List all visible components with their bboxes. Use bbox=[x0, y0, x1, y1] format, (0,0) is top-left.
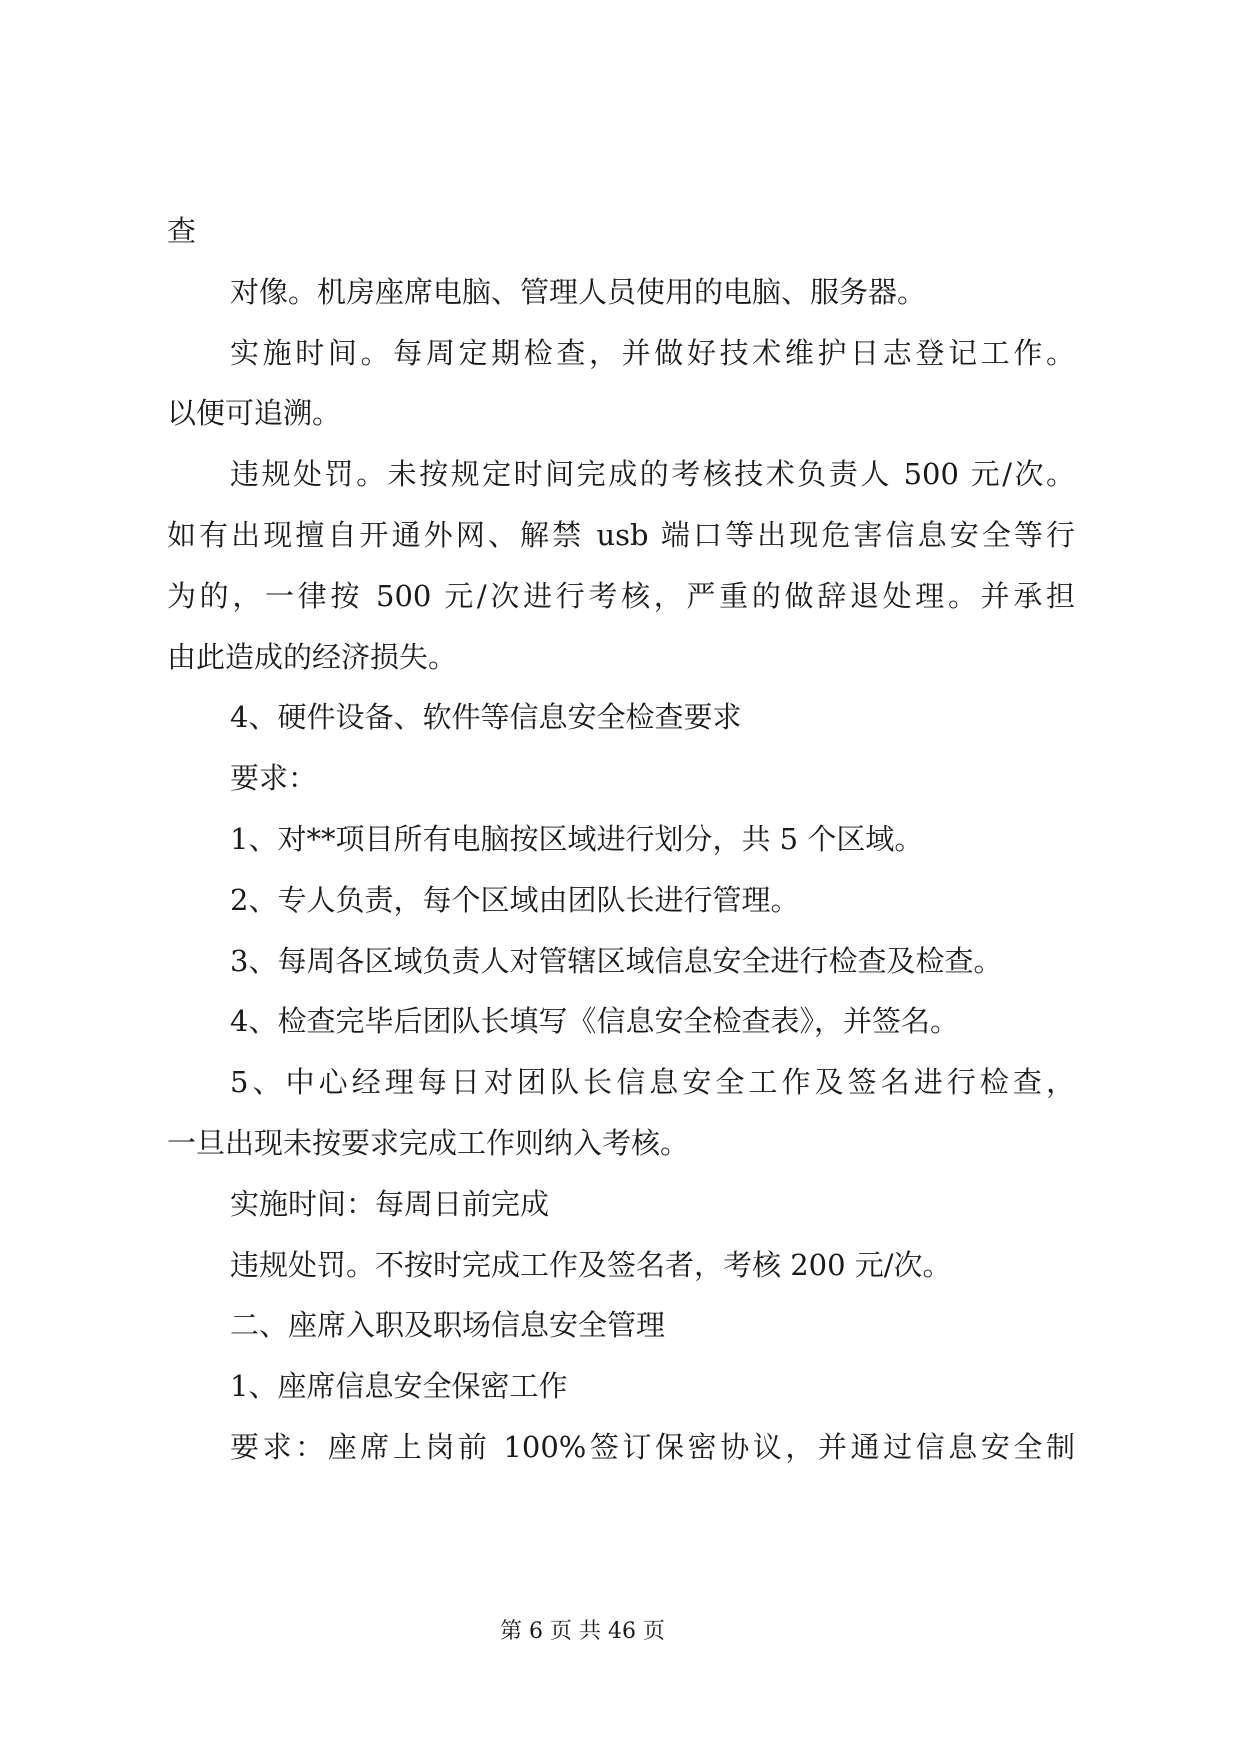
text-line: 实施时间。每周定期检查，并做好技术维护日志登记工作。 bbox=[230, 335, 1075, 370]
list-item: 1、对**项目所有电脑按区域进行划分，共 5 个区域。 bbox=[230, 821, 924, 856]
text-line: 以便可追溯。 bbox=[167, 396, 342, 431]
section-heading: 4、硬件设备、软件等信息安全检查要求 bbox=[230, 700, 742, 735]
text-line: 由此造成的经济损失。 bbox=[167, 639, 458, 674]
list-item: 4、检查完毕后团队长填写《信息安全检查表》，并签名。 bbox=[230, 1004, 959, 1039]
text-line: 查 bbox=[167, 214, 197, 248]
text-line: 违规处罚。不按时完成工作及签名者，考核 200 元/次。 bbox=[230, 1247, 952, 1282]
list-item: 3、每周各区域负责人对管辖区域信息安全进行检查及检查。 bbox=[230, 943, 1003, 978]
text-line: 为的，一律按 500 元/次进行考核，严重的做辞退处理。并承担 bbox=[167, 578, 1075, 613]
text-line: 如有出现擅自开通外网、解禁 usb 端口等出现危害信息安全等行 bbox=[167, 517, 1075, 552]
document-body bbox=[167, 201, 1075, 1478]
text-line: 对像。机房座席电脑、管理人员使用的电脑、服务器。 bbox=[230, 274, 927, 309]
list-item: 2、专人负责，每个区域由团队长进行管理。 bbox=[230, 882, 800, 917]
section-heading: 二、座席入职及职场信息安全管理 bbox=[230, 1308, 666, 1343]
text-line: 实施时间：每周日前完成 bbox=[230, 1186, 550, 1221]
text-line: 要求： bbox=[230, 761, 318, 796]
list-item: 5、中心经理每日对团队长信息安全工作及签名进行检查， bbox=[230, 1065, 1075, 1100]
text-line: 一旦出现未按要求完成工作则纳入考核。 bbox=[167, 1125, 690, 1160]
text-line: 违规处罚。未按规定时间完成的考核技术负责人 500 元/次。 bbox=[230, 457, 1075, 492]
text-line: 要求：座席上岗前 100%签订保密协议，并通过信息安全制 bbox=[230, 1429, 1075, 1464]
subsection-heading: 1、座席信息安全保密工作 bbox=[230, 1369, 568, 1404]
page-footer: 第 6 页 共 46 页 bbox=[500, 1619, 665, 1644]
